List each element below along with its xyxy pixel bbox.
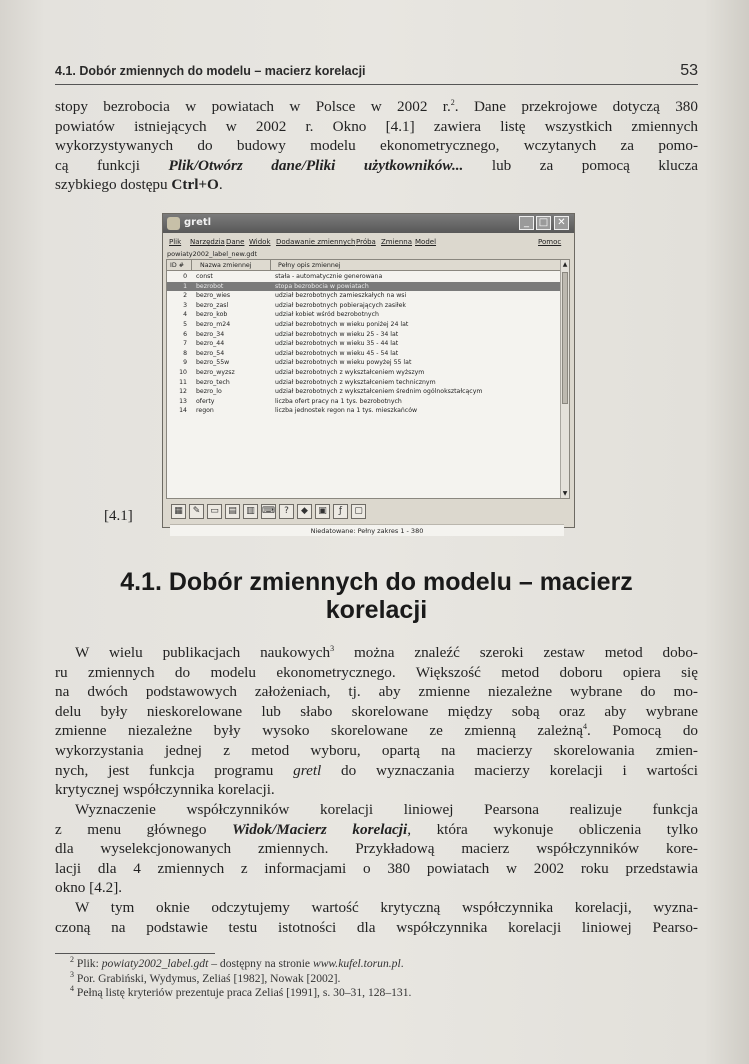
row-id: 2 [183,292,187,300]
menu-model[interactable]: Model [415,238,437,246]
row-id: 14 [179,407,187,415]
menu-widok[interactable]: Widok [249,238,271,246]
col-desc-header[interactable]: Pełny opis zmiennej [278,262,341,269]
row-desc: udział bezrobotnych w wieku poniżej 24 lat [275,320,409,328]
table-row[interactable] [167,320,561,330]
row-name: bezro_54 [196,349,225,357]
row-id: 0 [183,273,187,280]
menu-zmienna[interactable]: Zmienna [381,238,413,246]
row-desc: udział bezrobotnych w wieku 25 - 34 lat [275,330,399,338]
intro-paragraph [55,97,698,195]
table-row[interactable] [167,301,561,311]
close-button[interactable]: ✕ [554,216,569,230]
figure-label: [4.1] [104,508,133,524]
menu-bar [163,235,574,249]
menu-plik[interactable]: Plik [169,238,182,246]
table-row[interactable] [167,406,561,416]
row-id: 6 [183,330,187,338]
open-icon[interactable]: ▢ [351,504,366,519]
gretl-window [162,213,575,535]
menu-path: Plik/Otwórz dane/Pliki użytkowników... [168,156,464,174]
session-icon[interactable]: ▤ [225,504,240,519]
ols-icon[interactable]: ▣ [315,504,330,519]
row-desc: udział bezrobotnych z wykształceniem wyższym [275,368,425,376]
header-rule [55,84,698,85]
table-row[interactable] [167,282,561,292]
row-name: const [196,273,213,280]
col-name-header[interactable]: Nazwa zmiennej [200,262,252,269]
row-desc: udział bezrobotnych zamieszkałych na wsi [275,292,407,300]
menu-path-correlation: Widok/Macierz korelacji [232,820,408,838]
row-name: bezro_m24 [196,320,231,328]
row-desc: udział bezrobotnych z wykształceniem technicznym [275,378,436,386]
row-desc: liczba ofert pracy na 1 tys. bezrobotnych [275,397,402,405]
row-desc: udział bezrobotnych z wykształceniem średnim ogólnokształcącym [275,388,483,396]
table-row[interactable] [167,387,561,397]
program-name: gretl [293,761,322,779]
table-row[interactable] [167,291,561,301]
edit-icon[interactable]: ✎ [189,504,204,519]
window-title: gretl [184,217,212,228]
variable-list[interactable] [166,259,570,535]
row-id: 1 [183,282,187,290]
footnotes [70,957,698,1001]
section-title: 4.1. Dobór zmiennych do modelu – macierz korelacji [120,568,633,624]
row-id: 8 [183,349,187,357]
body-paragraph-1: W wielu publikacjach naukowych$^3$ można znaleźć szeroki zestaw metod dobo- ru zmiennych do modelu ekonometrycznego. Większość metod doboru opiera się na dwóch podstawowych założeniach, tj. aby zmienne niezależne wybrane do mo- delu były nieskorelowane lub słabo skorelowane między sobą oraz aby wybrane zmienne niezależne były wysoko skorelowane ze zmienną zależną$^4$. Pomocą do wykorzystania jednej z metod wyboru, opartą na macierzy skorelowania zmien- nych, jest funkcja programu gretl do wyznaczania macierzy korelacji i wartości krytycznej współczynnika korelacji. [55,643,698,799]
row-desc: udział bezrobotnych w wieku 45 - 54 lat [275,349,399,357]
row-name: bezro_wies [196,292,231,300]
variable-rows [167,272,561,416]
table-row[interactable] [167,397,561,407]
intro-line-2: powiatów istniejących w 2002 r. Okno [4.1] zawiera listę wszystkich zmiennych [55,117,698,135]
list-header [167,260,561,271]
scroll-thumb[interactable] [562,272,568,404]
menu-dane[interactable]: Dane [226,238,245,246]
row-desc: udział bezrobotnych pobierających zasiłek [275,301,407,309]
terminal-icon[interactable]: ▭ [207,504,222,519]
row-desc: udział kobiet wśród bezrobotnych [275,311,379,319]
table-row[interactable] [167,310,561,320]
row-id: 7 [183,340,187,348]
row-id: 12 [179,388,187,396]
row-id: 11 [179,378,187,386]
gretl-app-icon [167,217,180,230]
row-name: regon [196,407,214,415]
shortcut-key: Ctrl+O [171,176,219,194]
row-name: bezro_lo [196,388,222,396]
row-id: 9 [183,359,187,367]
row-id: 5 [183,320,187,328]
menu-narzedzia[interactable]: Narzędzia [190,238,225,246]
row-id: 4 [183,311,187,319]
row-desc: udział bezrobotnych w wieku 35 - 44 lat [275,340,399,348]
row-desc: stała - automatycznie generowana [275,273,383,280]
intro-line-4: cą funkcji Plik/Otwórz dane/Pliki użytkowników... lub za pomocą klucza [55,156,698,174]
footnote-rule [55,953,215,954]
row-id: 13 [179,397,187,405]
datafiles-icon[interactable]: ◆ [297,504,312,519]
table-row[interactable] [167,358,561,368]
menu-proba[interactable]: Próba [356,238,376,246]
console-icon[interactable]: ⌨ [261,504,276,519]
footnote-2: $^2$ Plik: powiaty2002_label.gdt – dostępny na stronie www.kufel.torun.pl. [70,955,404,970]
row-id: 3 [183,301,187,309]
scroll-up-icon[interactable]: ▲ [562,261,568,268]
row-name: bezro_44 [196,340,225,348]
menu-pomoc[interactable]: Pomoc [538,238,562,246]
help-icon[interactable]: ? [279,504,294,519]
function-icon[interactable]: ƒ [333,504,348,519]
menu-dodawanie-zmiennych[interactable]: Dodawanie zmiennych [276,238,356,246]
footnote-4: $^4$ Pełną listę kryteriów prezentuje praca Zeliaś [1991], s. 30–31, 128–131. [70,984,412,1000]
row-name: bezro_wyzsz [196,368,235,376]
table-row[interactable] [167,368,561,378]
row-name: bezro_34 [196,330,225,338]
row-name: bezrobot [196,282,224,290]
running-header-title: 4.1. Dobór zmiennych do modelu – macierz korelacji [55,64,366,78]
body-paragraph-2: Wyznaczenie współczynników korelacji liniowej Pearsona realizuje funkcja z menu głównego Widok/Macierz korelacji, która wykonuje obliczenia tylko dla wyselekcjonowanych zmiennych. Przykładową macierz współczynników kore- lacji dla 4 zmiennych z informacjami o 380 powiatach w 2002 roku przedstawia okno [4.2]. [55,801,698,897]
chart-icon[interactable]: ▥ [243,504,258,519]
row-name: oferty [196,397,215,405]
calculator-icon[interactable]: ▦ [171,504,186,519]
running-header [55,62,698,82]
minimize-button[interactable]: _ [519,216,534,230]
page-number: 53 [680,62,698,79]
table-row[interactable] [167,330,561,340]
intro-line-3: wykorzystywanych do budowy modelu ekonometrycznego, wczytanych za pomo- [55,137,698,155]
list-scrollbar[interactable] [560,260,569,498]
window-titlebar [163,214,574,233]
table-row[interactable] [167,349,561,359]
intro-line-5: szybkiego dostępu Ctrl+O. [55,176,223,194]
row-desc: liczba jednostek regon na 1 tys. mieszkańców [275,407,418,415]
row-name: bezro_tech [196,378,230,386]
row-name: bezro_55w [196,359,230,367]
data-file-name: powiaty2002_label_new.gdt [167,250,258,258]
row-desc: stopa bezrobocia w powiatach [275,282,369,290]
table-row[interactable] [167,378,561,388]
body-paragraph-3: W tym oknie odczytujemy wartość krytyczną współczynnika korelacji, wyzna- czoną na podstawie testu istotności dla współczynnika korelacji liniowej Pearso- [55,899,698,936]
table-row[interactable] [167,272,561,282]
footnote-3: $^3$ Por. Grabiński, Wydymus, Zeliaś [1982], Nowak [2002]. [70,969,341,985]
col-id-header[interactable]: ID # [170,262,184,269]
scroll-down-icon[interactable]: ▼ [562,490,568,497]
row-name: bezro_kob [196,311,228,319]
row-id: 10 [179,368,187,376]
intro-line-1: stopy bezrobocia w powiatach w Polsce w 2002 r.$^2$. Dane przekrojowe dotyczą 380 [55,97,698,115]
row-name: bezro_zasl [196,301,229,309]
maximize-button[interactable]: □ [536,216,551,230]
table-row[interactable] [167,339,561,349]
window-toolbar [167,502,571,522]
status-line: Niedatowane: Pełny zakres 1 - 380 [170,524,564,536]
row-desc: udział bezrobotnych w wieku powyżej 55 lat [275,359,412,367]
